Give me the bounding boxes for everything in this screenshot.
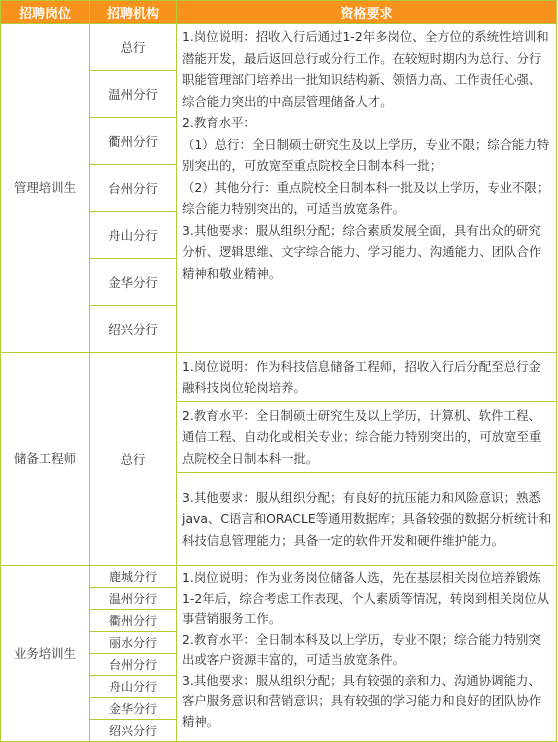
requirement-paragraph: 3.其他要求：服从组织分配；有良好的抗压能力和风险意识；熟悉java、C语言和ORACLE等通用数据库；具备较强的数据分析统计和科技信息管理能力；具备一定的软件开发和硬件维护能力。 [177, 473, 557, 566]
header-branch: 招聘机构 [90, 1, 177, 24]
branch-cell: 温州分行 [90, 71, 177, 118]
requirement-paragraph: （2）其他分行：重点院校全日制本科一批及以上学历，专业不限；综合能力特别突出的，可适当放宽条件。 [182, 179, 550, 216]
branch-cell: 舟山分行 [90, 676, 177, 698]
position-management-trainee: 管理培训生 [1, 24, 90, 353]
requirement-paragraph: （1）总行：全日制硕士研究生及以上学历，专业不限；综合能力特别突出的，可放宽至重点院校全日制本科一批； [182, 136, 550, 173]
branch-cell: 总行 [90, 24, 177, 71]
branch-cell: 绍兴分行 [90, 720, 177, 742]
branch-cell: 总行 [90, 353, 177, 566]
branch-cell: 金华分行 [90, 259, 177, 306]
requirement-paragraph: 3.其他要求：服从组织分配；综合素质发展全面，具有出众的研究分析、逻辑思维、文字综合能力、学习能力、沟通能力、团队合作精神和敬业精神。 [182, 222, 542, 281]
branch-cell: 台州分行 [90, 165, 177, 212]
header-row [1, 1, 557, 24]
branch-cell: 绍兴分行 [90, 306, 177, 353]
header-position: 招聘岗位 [1, 1, 90, 24]
requirement-paragraph: 1.岗位说明：作为科技信息储备工程师，招收入行后分配至总行金融科技岗位轮岗培养。 [177, 353, 557, 402]
branch-cell: 台州分行 [90, 654, 177, 676]
branch-cell: 衢州分行 [90, 610, 177, 632]
requirement-paragraph: 1.岗位说明：作为业务岗位储备人选，先在基层相关岗位培养锻炼1-2年后，综合考虑工作表现、个人素质等情况，转岗到相关岗位从事营销服务工作。 [182, 570, 550, 626]
branch-cell: 温州分行 [90, 588, 177, 610]
branch-cell: 丽水分行 [90, 632, 177, 654]
requirement-paragraph: 2.教育水平：全日制本科及以上学历，专业不限；综合能力特别突出或客户资源丰富的，可适当放宽条件。 [182, 631, 541, 667]
requirement-paragraph: 1.岗位说明：招收入行后通过1-2年多岗位、全方位的系统性培训和潜能开发，最后返回总行或分行工作。在较短时期内为总行、分行职能管理部门培养出一批知识结构新、领悟力高、工作责任心强、综合能力突出的中高层管理储备人才。 [182, 29, 549, 109]
requirement-paragraph: 2.教育水平：全日制硕士研究生及以上学历，计算机、软件工程、通信工程、自动化或相关专业；综合能力特别突出的，可放宽至重点院校全日制本科一批。 [177, 402, 557, 473]
header-requirements: 资格要求 [177, 1, 557, 24]
requirements-business-trainee [177, 566, 557, 742]
branch-cell: 鹿城分行 [90, 566, 177, 588]
requirements-management-trainee [177, 24, 557, 353]
branch-cell: 金华分行 [90, 698, 177, 720]
branch-cell: 舟山分行 [90, 212, 177, 259]
requirement-paragraph: 2.教育水平： [182, 115, 256, 130]
table-row [1, 24, 557, 71]
requirement-paragraph: 3.其他要求：服从组织分配；具有较强的亲和力、沟通协调能力、客户服务意识和营销意识；具有较强的学习能力和良好的团队协作精神。 [182, 672, 542, 729]
position-reserve-engineer: 储备工程师 [1, 353, 90, 566]
table-row [1, 566, 557, 588]
position-business-trainee: 业务培训生 [1, 566, 90, 742]
table-row [1, 353, 557, 402]
branch-cell: 衢州分行 [90, 118, 177, 165]
